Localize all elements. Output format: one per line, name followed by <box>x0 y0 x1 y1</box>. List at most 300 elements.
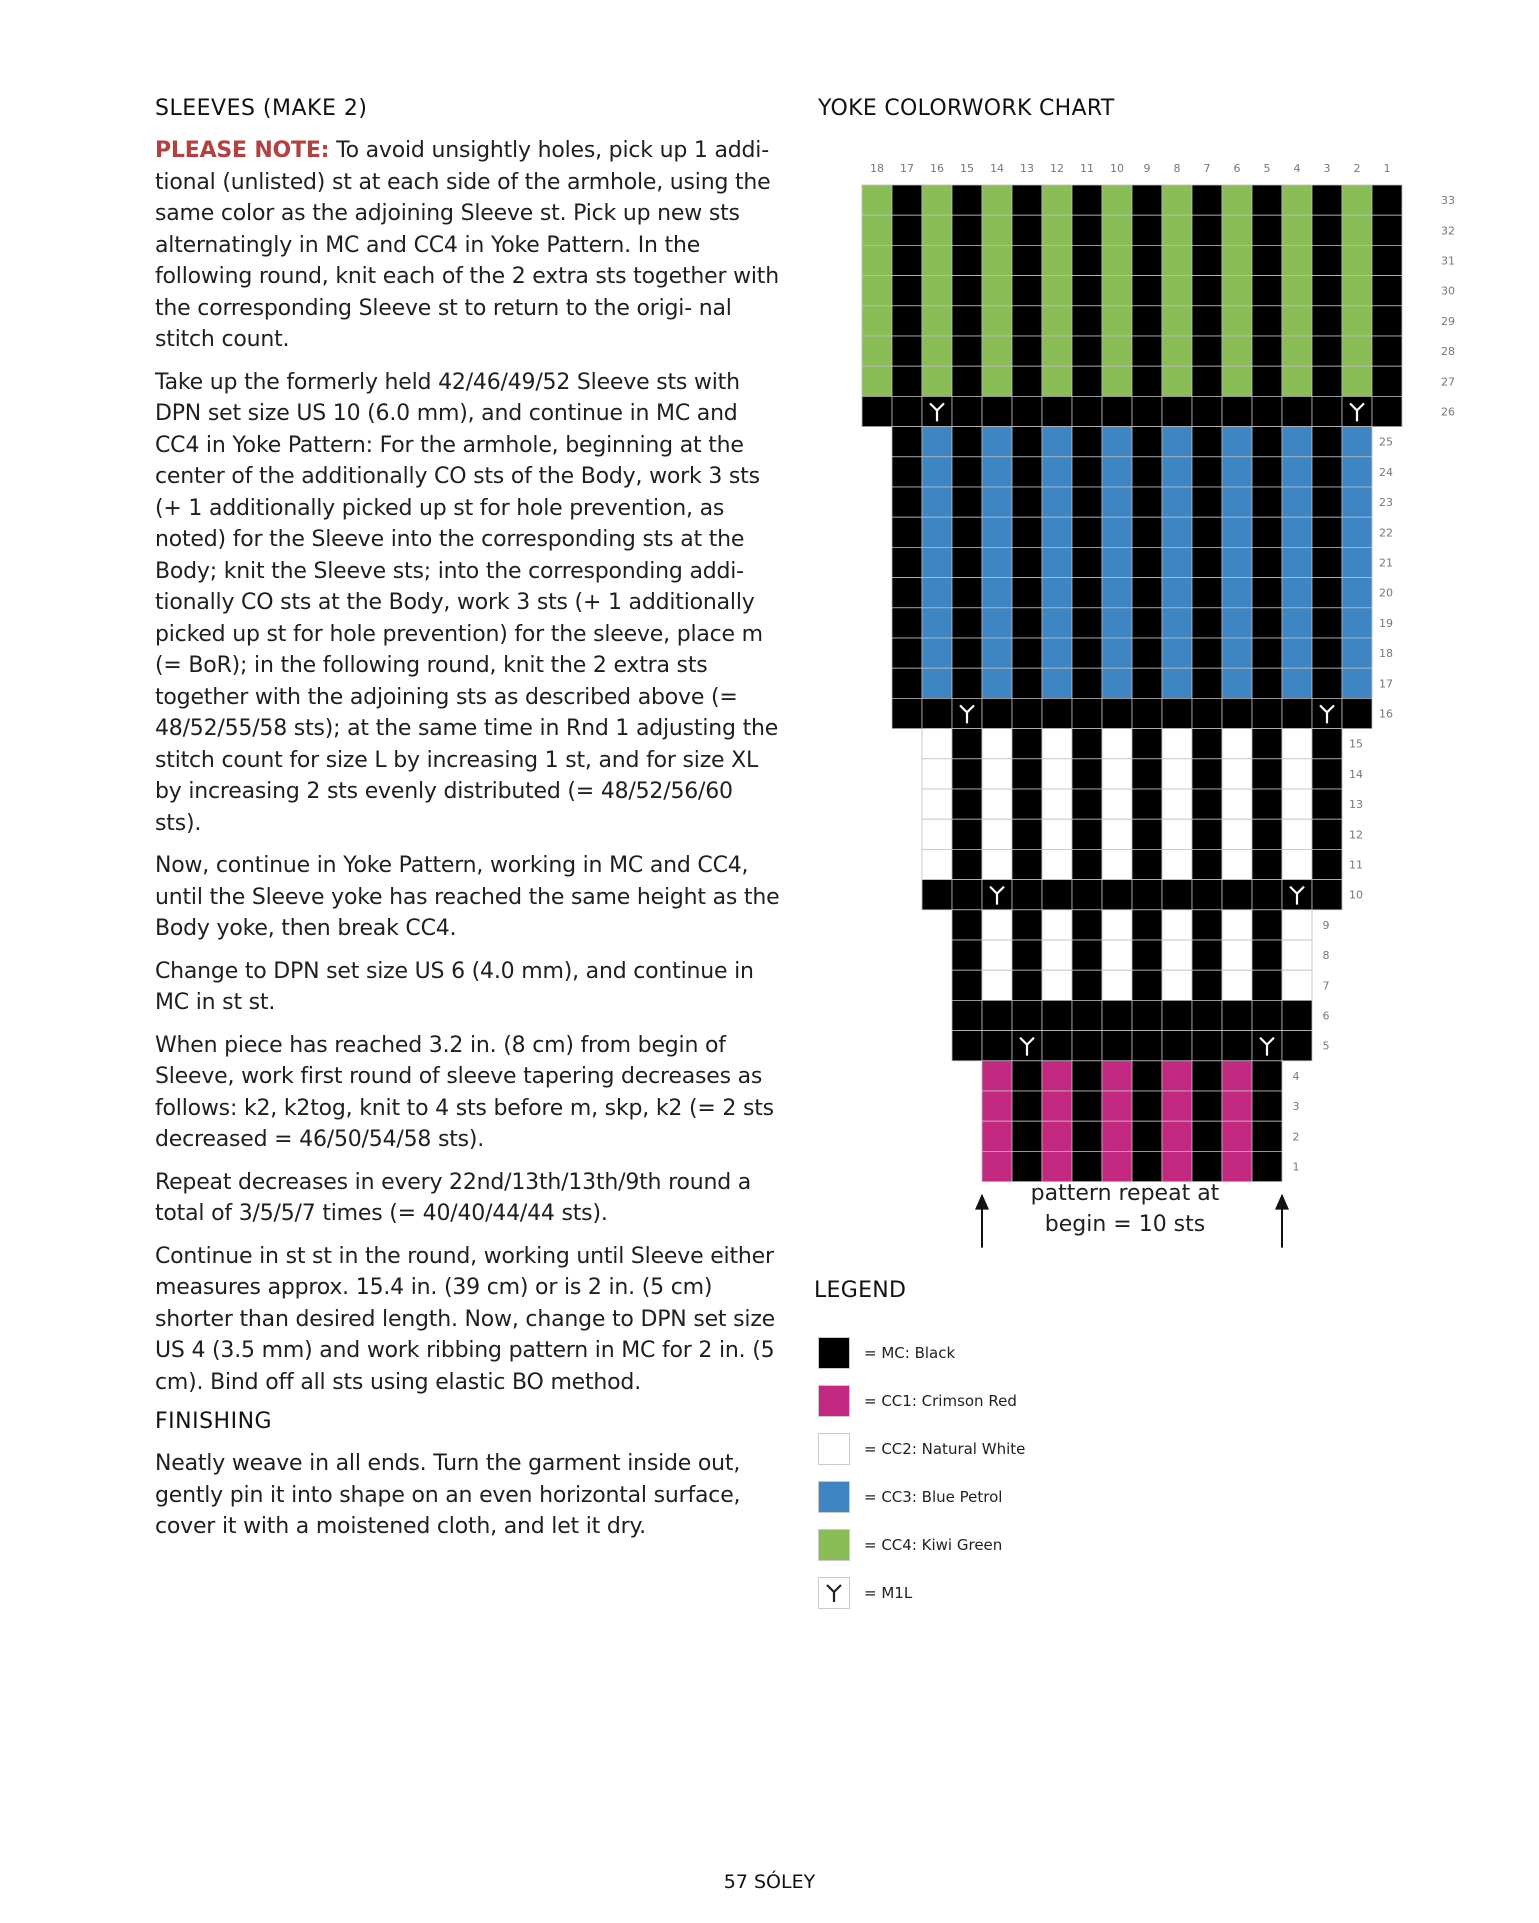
chart-row-number: 14 <box>1349 767 1363 781</box>
chart-cell <box>1222 1121 1252 1151</box>
chart-cell <box>1132 1121 1162 1151</box>
chart-cell <box>982 336 1012 366</box>
chart-column-number: 16 <box>930 162 944 175</box>
chart-cell <box>1282 759 1312 789</box>
chart-cell <box>982 1121 1012 1151</box>
chart-cell <box>892 578 922 608</box>
chart-cell <box>1162 185 1192 215</box>
chart-row-number: 24 <box>1379 465 1393 479</box>
chart-cell <box>1252 276 1282 306</box>
chart-cell <box>892 668 922 698</box>
legend-item-m1l <box>818 1574 1025 1611</box>
chart-cell <box>1252 245 1282 275</box>
chart-cell <box>952 185 982 215</box>
chart-cell <box>1132 457 1162 487</box>
chart-cell <box>1132 668 1162 698</box>
chart-cell <box>1042 336 1072 366</box>
chart-cell <box>1192 306 1222 336</box>
chart-row-number: 19 <box>1379 616 1393 630</box>
chart-cell <box>1282 276 1312 306</box>
chart-cell <box>922 668 952 698</box>
chart-cell <box>1132 608 1162 638</box>
chart-cell <box>952 849 982 879</box>
chart-cell <box>1042 396 1072 426</box>
chart-cell <box>1162 396 1192 426</box>
chart-cell <box>1072 698 1102 728</box>
chart-cell <box>1252 1121 1282 1151</box>
chart-cell <box>1042 638 1072 668</box>
chart-cell <box>1222 698 1252 728</box>
chart-cell <box>1102 729 1132 759</box>
chart-cell <box>1312 306 1342 336</box>
chart-cell <box>1012 1091 1042 1121</box>
chart-cell <box>1282 245 1312 275</box>
chart-cell <box>1192 880 1222 910</box>
chart-cell <box>1192 608 1222 638</box>
chart-cell <box>952 638 982 668</box>
chart-cell <box>1012 457 1042 487</box>
chart-cell <box>1132 880 1162 910</box>
chart-cell <box>1312 759 1342 789</box>
legend-label-cc1: = CC1: Crimson Red <box>864 1391 1017 1410</box>
chart-cell <box>982 729 1012 759</box>
chart-column-number: 13 <box>1020 162 1034 175</box>
chart-cell <box>1222 215 1252 245</box>
chart-cell <box>1222 1091 1252 1121</box>
chart-cell <box>1282 1000 1312 1030</box>
chart-cell <box>1132 215 1162 245</box>
chart-cell <box>1282 396 1312 426</box>
chart-cell <box>1102 336 1132 366</box>
chart-cell <box>1342 306 1372 336</box>
chart-cell <box>952 819 982 849</box>
chart-cell <box>1012 547 1042 577</box>
chart-cell <box>982 457 1012 487</box>
chart-cell <box>982 487 1012 517</box>
chart-cell <box>1252 789 1282 819</box>
chart-column-number: 6 <box>1233 162 1241 175</box>
chart-cell <box>922 638 952 668</box>
chart-cell <box>1132 970 1162 1000</box>
chart-cell <box>922 185 952 215</box>
chart-cell <box>1192 729 1222 759</box>
chart-cell <box>1192 1000 1222 1030</box>
chart-cell <box>922 245 952 275</box>
chart-cell <box>1222 940 1252 970</box>
chart-cell <box>862 215 892 245</box>
chart-cell <box>1102 880 1132 910</box>
chart-cell <box>1162 849 1192 879</box>
chart-cell <box>892 487 922 517</box>
chart-column-number: 18 <box>870 162 884 175</box>
chart-cell <box>1072 880 1102 910</box>
chart-cell <box>1252 880 1282 910</box>
chart-row-number: 10 <box>1349 888 1363 902</box>
chart-cell <box>952 215 982 245</box>
chart-cell <box>1102 396 1132 426</box>
chart-cell <box>1132 245 1162 275</box>
chart-cell <box>1222 427 1252 457</box>
chart-cell <box>952 910 982 940</box>
legend-label-mc: = MC: Black <box>864 1343 956 1362</box>
chart-cell <box>1132 487 1162 517</box>
chart-cell <box>1132 306 1162 336</box>
chart-cell <box>1012 1061 1042 1091</box>
chart-cell <box>1342 547 1372 577</box>
chart-row-number: 1 <box>1292 1160 1300 1174</box>
chart-cell <box>892 517 922 547</box>
chart-cell <box>1102 970 1132 1000</box>
chart-cell <box>1222 638 1252 668</box>
page-footer: 57 SÓLEY <box>723 1871 816 1893</box>
chart-cell <box>1192 578 1222 608</box>
chart-cell <box>1132 910 1162 940</box>
chart-cell <box>1312 729 1342 759</box>
chart-cell <box>1282 336 1312 366</box>
chart-cell <box>1132 427 1162 457</box>
instructions-column <box>155 96 785 1554</box>
chart-cell <box>1102 457 1132 487</box>
white-swatch-icon <box>818 1433 850 1465</box>
chart-cell <box>1042 366 1072 396</box>
chart-row-number: 5 <box>1322 1039 1330 1053</box>
chart-column-number: 10 <box>1110 162 1124 175</box>
chart-cell <box>1162 306 1192 336</box>
chart-cell <box>1342 487 1372 517</box>
chart-column-number: 4 <box>1293 162 1301 175</box>
chart-cell <box>1162 245 1192 275</box>
chart-cell <box>1012 970 1042 1000</box>
legend-label-cc4: = CC4: Kiwi Green <box>864 1535 1003 1554</box>
chart-cell <box>982 970 1012 1000</box>
chart-cell <box>1192 940 1222 970</box>
chart-cell <box>1372 185 1402 215</box>
chart-cell <box>1102 366 1132 396</box>
chart-cell <box>1102 487 1132 517</box>
chart-cell <box>982 517 1012 547</box>
chart-cell <box>1132 729 1162 759</box>
chart-cell <box>1192 547 1222 577</box>
chart-cell <box>1282 1031 1312 1061</box>
chart-cell <box>982 698 1012 728</box>
chart-cell <box>1312 336 1342 366</box>
chart-cell <box>1162 789 1192 819</box>
chart-cell <box>1372 366 1402 396</box>
chart-cell <box>1072 427 1102 457</box>
chart-cell <box>1162 457 1192 487</box>
chart-cell <box>1042 940 1072 970</box>
chart-cell <box>1072 849 1102 879</box>
chart-cell <box>1222 578 1252 608</box>
chart-cell <box>1312 819 1342 849</box>
chart-cell <box>1342 608 1372 638</box>
chart-cell <box>1162 698 1192 728</box>
chart-cell <box>952 487 982 517</box>
chart-cell <box>1282 366 1312 396</box>
chart-cell <box>1222 970 1252 1000</box>
chart-cell <box>1312 185 1342 215</box>
sleeves-heading: SLEEVES (MAKE 2) <box>155 96 368 121</box>
chart-cell <box>1162 1031 1192 1061</box>
chart-cell <box>1072 759 1102 789</box>
chart-cell <box>1132 517 1162 547</box>
chart-cell <box>1252 366 1282 396</box>
legend-item-cc4 <box>818 1526 1025 1563</box>
chart-cell <box>1252 185 1282 215</box>
chart-cell <box>1312 487 1342 517</box>
chart-cell <box>1372 215 1402 245</box>
chart-row-number: 30 <box>1441 284 1455 298</box>
chart-cell <box>1042 185 1072 215</box>
chart-row-number: 4 <box>1292 1069 1300 1083</box>
chart-cell <box>1042 427 1072 457</box>
chart-cell <box>982 759 1012 789</box>
green-swatch-icon <box>818 1529 850 1561</box>
chart-cell <box>922 819 952 849</box>
chart-cell <box>1102 668 1132 698</box>
chart-cell <box>982 1151 1012 1181</box>
chart-cell <box>1162 517 1192 547</box>
chart-row-number: 12 <box>1349 828 1363 842</box>
chart-cell <box>1162 819 1192 849</box>
chart-cell <box>1312 608 1342 638</box>
legend-label-cc2: = CC2: Natural White <box>864 1439 1026 1458</box>
chart-cell <box>1042 215 1072 245</box>
chart-cell <box>1252 698 1282 728</box>
chart-cell <box>1012 427 1042 457</box>
chart-cell <box>1072 819 1102 849</box>
chart-cell <box>1132 578 1162 608</box>
chart-cell <box>1102 215 1132 245</box>
chart-cell <box>892 306 922 336</box>
chart-cell <box>1252 336 1282 366</box>
chart-cell <box>1162 880 1192 910</box>
chart-cell <box>1162 276 1192 306</box>
chart-cell <box>1282 608 1312 638</box>
chart-cell <box>1192 910 1222 940</box>
chart-cell <box>1192 396 1222 426</box>
chart-cell <box>1282 578 1312 608</box>
chart-cell <box>1252 910 1282 940</box>
instruction-paragraph-6: Continue in st st in the round, working until Sleeve either measures approx. 15.4 in. (39 cm) or is 2 in. (5 cm) shorter than desired length. Now, change to DPN set size US 4 (3.5 mm) and work ribbing pattern in MC for 2 in. (5 cm). Bind off all sts using elastic BO method. <box>155 1243 776 1395</box>
chart-cell <box>1102 427 1132 457</box>
chart-cell <box>952 608 982 638</box>
chart-cell <box>952 396 982 426</box>
chart-cell <box>1132 276 1162 306</box>
chart-cell <box>982 638 1012 668</box>
chart-column-number: 2 <box>1353 162 1361 175</box>
chart-cell <box>1042 849 1072 879</box>
crimson-swatch-icon <box>818 1385 850 1417</box>
chart-cell <box>1012 668 1042 698</box>
chart-cell <box>1192 245 1222 275</box>
chart-cell <box>1072 608 1102 638</box>
pattern-repeat-caption <box>1010 1178 1240 1240</box>
chart-cell <box>1012 849 1042 879</box>
chart-cell <box>922 578 952 608</box>
chart-row-number: 2 <box>1292 1130 1300 1144</box>
chart-cell <box>1042 608 1072 638</box>
chart-cell <box>952 1031 982 1061</box>
chart-cell <box>1012 729 1042 759</box>
chart-cell <box>1342 336 1372 366</box>
chart-cell <box>1042 668 1072 698</box>
chart-cell <box>1312 245 1342 275</box>
chart-cell <box>1042 517 1072 547</box>
chart-cell <box>1282 457 1312 487</box>
chart-cell <box>1192 759 1222 789</box>
chart-cell <box>922 759 952 789</box>
chart-cell <box>1312 638 1342 668</box>
chart-cell <box>1012 366 1042 396</box>
chart-cell <box>1192 668 1222 698</box>
arrow-up-icon <box>975 1194 989 1210</box>
chart-cell <box>922 547 952 577</box>
chart-row-number: 17 <box>1379 677 1393 691</box>
chart-cell <box>1012 245 1042 275</box>
chart-cell <box>1312 789 1342 819</box>
please-note-paragraph <box>155 135 785 356</box>
chart-cell <box>922 880 952 910</box>
chart-cell <box>922 729 952 759</box>
chart-cell <box>1042 578 1072 608</box>
chart-cell <box>1012 276 1042 306</box>
chart-cell <box>922 366 952 396</box>
chart-cell <box>1312 427 1342 457</box>
chart-cell <box>862 276 892 306</box>
chart-cell <box>1072 1061 1102 1091</box>
chart-cell <box>952 578 982 608</box>
chart-cell <box>1222 336 1252 366</box>
chart-cell <box>892 608 922 638</box>
chart-row-number: 7 <box>1322 979 1330 993</box>
chart-cell <box>1342 698 1372 728</box>
chart-cell <box>1192 366 1222 396</box>
chart-cell <box>892 698 922 728</box>
chart-column-number: 9 <box>1143 162 1151 175</box>
chart-cell <box>1072 185 1102 215</box>
chart-cell <box>1342 517 1372 547</box>
chart-cell <box>1252 729 1282 759</box>
chart-cell <box>922 608 952 638</box>
chart-cell <box>1102 698 1132 728</box>
chart-cell <box>1342 427 1372 457</box>
chart-cell <box>1192 517 1222 547</box>
chart-cell <box>1132 547 1162 577</box>
chart-cell <box>982 366 1012 396</box>
chart-cell <box>1042 789 1072 819</box>
chart-cell <box>1042 1000 1072 1030</box>
chart-cell <box>1252 1061 1282 1091</box>
chart-row-number: 16 <box>1379 707 1393 721</box>
chart-cell <box>922 698 952 728</box>
chart-cell <box>1162 547 1192 577</box>
chart-cell <box>1042 1031 1072 1061</box>
chart-cell <box>892 185 922 215</box>
chart-cell <box>1072 970 1102 1000</box>
legend-label-cc3: = CC3: Blue Petrol <box>864 1487 1003 1506</box>
chart-cell <box>862 245 892 275</box>
chart-cell <box>1252 487 1282 517</box>
chart-cell <box>1252 306 1282 336</box>
chart-cell <box>922 849 952 879</box>
chart-cell <box>1132 819 1162 849</box>
chart-column-number: 7 <box>1203 162 1211 175</box>
chart-cell <box>1282 487 1312 517</box>
chart-row-number: 33 <box>1441 194 1455 208</box>
chart-cell <box>1162 970 1192 1000</box>
chart-cell <box>1042 276 1072 306</box>
chart-cell <box>1132 789 1162 819</box>
chart-cell <box>922 336 952 366</box>
chart-cell <box>1132 698 1162 728</box>
chart-column-number: 11 <box>1080 162 1094 175</box>
chart-cell <box>922 789 952 819</box>
chart-cell <box>1222 880 1252 910</box>
chart-cell <box>1132 366 1162 396</box>
chart-cell <box>1072 276 1102 306</box>
chart-cell <box>1012 185 1042 215</box>
chart-cell <box>1282 729 1312 759</box>
chart-cell <box>952 366 982 396</box>
chart-cell <box>1042 1091 1072 1121</box>
chart-cell <box>982 578 1012 608</box>
chart-cell <box>1222 547 1252 577</box>
chart-cell <box>1252 1000 1282 1030</box>
chart-cell <box>1102 759 1132 789</box>
chart-cell <box>1282 940 1312 970</box>
chart-row-number: 23 <box>1379 496 1393 510</box>
chart-cell <box>1282 427 1312 457</box>
chart-row-number: 28 <box>1441 345 1455 359</box>
chart-column-number: 1 <box>1383 162 1391 175</box>
chart-cell <box>982 215 1012 245</box>
chart-cell <box>1012 638 1042 668</box>
chart-cell <box>892 245 922 275</box>
chart-cell <box>1102 185 1132 215</box>
chart-cell <box>1012 608 1042 638</box>
chart-cell <box>892 366 922 396</box>
chart-cell <box>1162 578 1192 608</box>
blue-swatch-icon <box>818 1481 850 1513</box>
chart-cell <box>1132 940 1162 970</box>
chart-row-number: 3 <box>1292 1100 1300 1114</box>
chart-cell <box>1252 457 1282 487</box>
chart-cell <box>1072 668 1102 698</box>
chart-cell <box>1252 517 1282 547</box>
chart-cell <box>1342 245 1372 275</box>
chart-cell <box>1282 789 1312 819</box>
chart-cell <box>982 1000 1012 1030</box>
chart-cell <box>1252 1151 1282 1181</box>
chart-cell <box>862 366 892 396</box>
chart-cell <box>1042 245 1072 275</box>
chart-column-number: 8 <box>1173 162 1181 175</box>
chart-cell <box>1072 306 1102 336</box>
chart-cell <box>1102 1000 1132 1030</box>
chart-cell <box>1192 970 1222 1000</box>
m1l-icon <box>818 1577 850 1609</box>
chart-cell <box>1162 1121 1192 1151</box>
chart-cell <box>1162 366 1192 396</box>
legend-item-cc2 <box>818 1430 1025 1467</box>
chart-cell <box>922 276 952 306</box>
pattern-repeat-line-1: pattern repeat at <box>1030 1181 1220 1206</box>
chart-cell <box>952 970 982 1000</box>
instruction-paragraph-2: Now, continue in Yoke Pattern, working in MC and CC4, until the Sleeve yoke has reached the same height as the Body yoke, then break CC4. <box>155 853 780 941</box>
chart-cell <box>1312 276 1342 306</box>
chart-cell <box>1102 1121 1132 1151</box>
